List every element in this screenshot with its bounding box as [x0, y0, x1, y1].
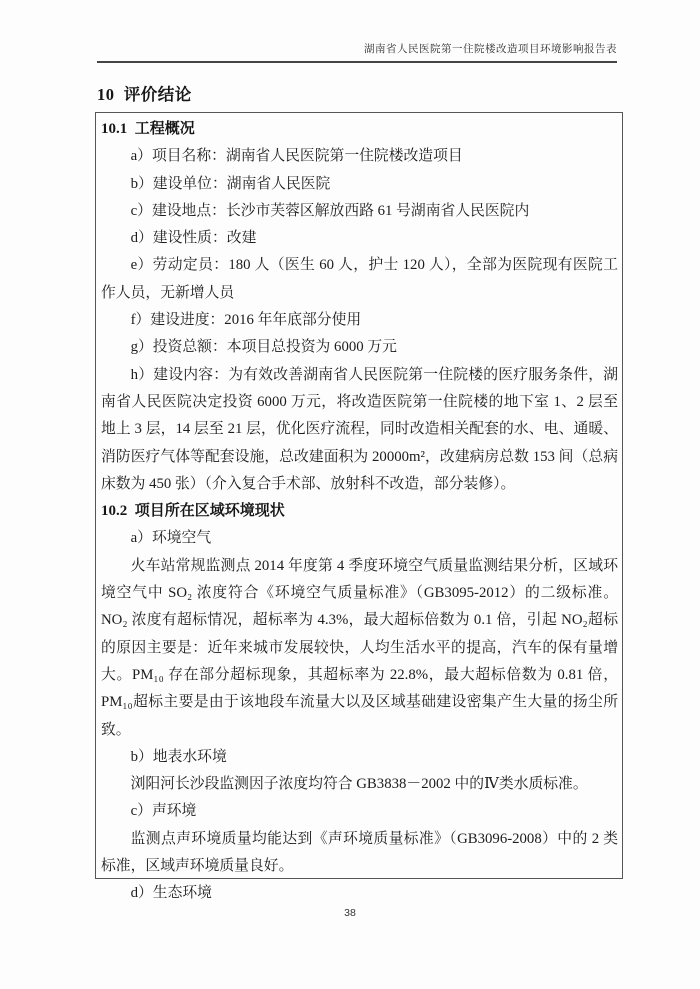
item-construction-unit: b）建设单位：湖南省人民医院 — [130, 175, 331, 192]
page-number: 38 — [344, 907, 356, 919]
page-footer — [0, 907, 700, 919]
item-project-name: a）项目名称：湖南省人民医院第一住院楼改造项目 — [130, 148, 463, 165]
item-staffing: e）劳动定员：180 人（医生 60 人，护士 120 人），全部为医院现有医院工作人员，无新增人员 — [101, 257, 618, 301]
item-surface-water-label: b）地表水环境 — [130, 748, 227, 765]
item-construction-schedule: f）建设进度：2016 年年底部分使用 — [130, 312, 362, 329]
running-header-title: 湖南省人民医院第一住院楼改造项目环境影响报告表 — [364, 44, 617, 55]
para-acoustic-env-detail: 监测点声环境质量均能达到《声环境质量标准》（GB3096-2008）中的 2 类标准，区域声环境质量良好。 — [101, 830, 618, 875]
item-ambient-air-label: a）环境空气 — [130, 530, 212, 547]
para-surface-water-detail: 浏阳河长沙段监测因子浓度均符合 GB3838－2002 中的Ⅳ类水质标准。 — [130, 776, 588, 793]
item-acoustic-env-label: c）声环境 — [130, 803, 197, 820]
report-table-box — [95, 112, 623, 902]
item-construction-site: c）建设地点：长沙市芙蓉区解放西路 61 号湖南省人民医院内 — [130, 202, 530, 219]
para-ambient-air-detail: 火车站常规监测点 2014 年度第 4 季度环境空气质量监测结果分析，区域环境空气中 SO₂ 浓度符合《环境空气质量标准》（GB3095-2012）的二级标准。NO₂ 浓度有超标情况，超标率为 4.3%，最大超标倍数为 0.1 倍，引起 NO₂超标的原因主要是：近年来城市发展较快，人均生活水平的提高，汽车的保有量增大。PM₁₀ 存在部分超标现象，其超标率为 22.8%，最大超标倍数为 0.81 倍，PM₁₀超标主要是由于该地段车流量大以及区域基础建设密集产生大量的扬尘所致。 — [101, 557, 618, 738]
item-ecological-env-label: d）生态环境 — [130, 885, 212, 902]
section-heading-project-overview: 10.1 工程概况 — [101, 121, 195, 137]
item-construction-content: h）建设内容：为有效改善湖南省人民医院第一住院楼的医疗服务条件，湖南省人民医院决定投资 6000 万元，将改造医院第一住院楼的地下室 1、2 层至地上 3 层，14 层至 21 层，优化医疗流程，同时改造相关配套的水、电、通暖、消防医疗气体等配套设施，总改建面积为 20000m²，改建病房总数 153 间（总病床数为 450 张）（介入复合手术部、放射科不改造，部分装修）。 — [101, 366, 618, 492]
chapter-heading: 10 评价结论 — [97, 85, 192, 104]
item-total-investment: g）投资总额：本项目总投资为 6000 万元 — [130, 339, 397, 356]
section-heading-regional-environment: 10.2 项目所在区域环境现状 — [101, 503, 285, 520]
item-construction-nature: d）建设性质：改建 — [130, 230, 257, 247]
running-header — [97, 43, 617, 63]
